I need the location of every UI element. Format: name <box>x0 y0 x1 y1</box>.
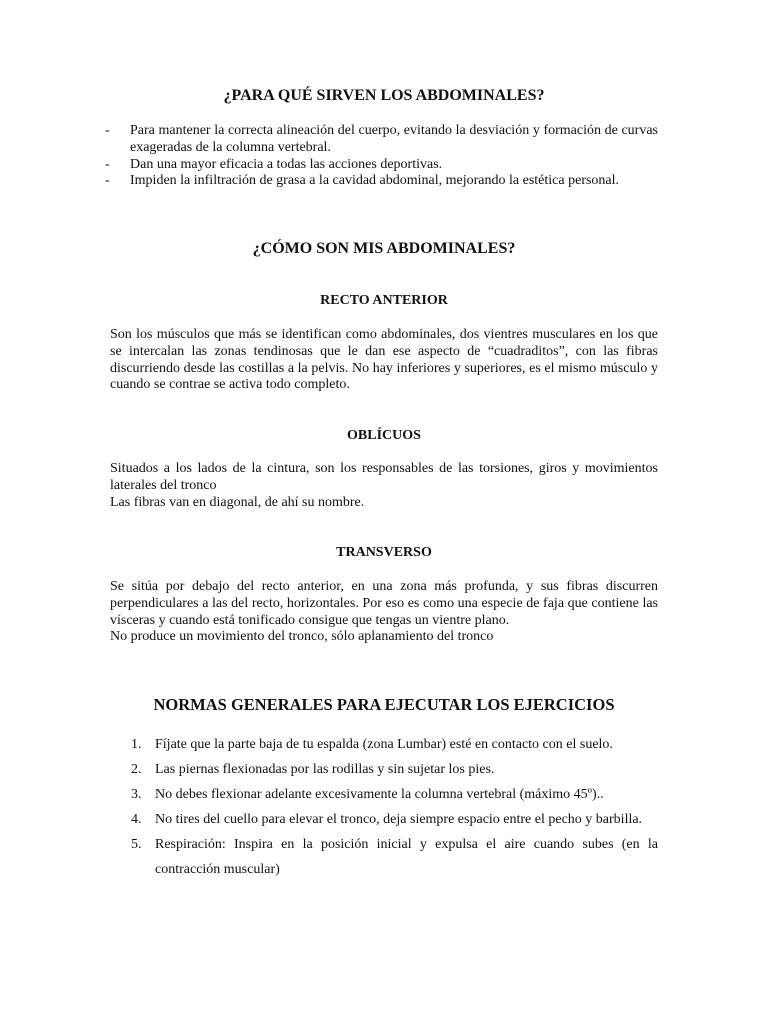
transverso-text <box>110 579 658 646</box>
list-item <box>105 123 658 157</box>
section2-title: ¿CÓMO SON MIS ABDOMINALES? <box>252 240 516 257</box>
list-item-text: Impiden la infiltración de grasa a la cavidad abdominal, mejorando la estética personal. <box>130 173 620 189</box>
list-item-text: Las piernas flexionadas por las rodillas y sin sujetar los pies. <box>155 762 495 777</box>
recto-paragraph: Son los músculos que más se identifican como abdominales, dos vientres musculares en los que se intercalan las zonas tendinosas que le dan ese aspecto de “cuadraditos”, con las fibras discurriendo desde las costillas a la pelvis. No hay inferiores y superiores, es el mismo músculo y cuando se contrae se activa todo completo. <box>110 327 658 393</box>
list-item-text: Respiración: Inspira en la posición inicial y expulsa el aire cuando subes (en la contracción muscular) <box>155 837 658 877</box>
list-item-text: Fíjate que la parte baja de tu espalda (zona Lumbar) esté en contacto con el suelo. <box>155 737 613 752</box>
recto-text <box>110 327 658 394</box>
list-item-text: Para mantener la correcta alineación del cuerpo, evitando la desviación y formación de curvas exageradas de la columna vertebral. <box>130 123 658 155</box>
dash-bullet: - <box>105 123 110 138</box>
list-item <box>131 757 658 782</box>
transverso-paragraph-1: Se sitúa por debajo del recto anterior, en una zona más profunda, y sus fibras discurren perpendiculares a las del recto, horizontales. Por eso es como una especie de faja que contiene las vísceras y cuando está tonificado consigue que tengas un vientre plano. <box>110 579 658 628</box>
oblicuos-paragraph-1: Situados a los lados de la cintura, son los responsables de las torsiones, giros y movimientos laterales del tronco <box>110 461 658 493</box>
oblicuos-text <box>110 461 658 511</box>
item-number: 4. <box>131 812 142 827</box>
list-item-text: Dan una mayor eficacia a todas las acciones deportivas. <box>130 156 443 172</box>
dash-bullet: - <box>105 173 110 189</box>
list-item-text: No tires del cuello para elevar el tronco, deja siempre espacio entre el pecho y barbilla. <box>155 812 643 827</box>
section1-list <box>105 123 658 190</box>
item-number: 5. <box>131 837 142 852</box>
item-number: 2. <box>131 762 142 777</box>
list-item <box>131 807 658 832</box>
item-number: 1. <box>131 737 142 752</box>
transverso-heading: TRANSVERSO <box>336 545 432 560</box>
transverso-paragraph-2: No produce un movimiento del tronco, sólo aplanamiento del tronco <box>110 629 494 645</box>
list-item <box>105 173 658 190</box>
item-number: 3. <box>131 787 142 802</box>
oblicuos-heading: OBLÍCUOS <box>347 428 421 443</box>
dash-bullet: - <box>105 156 110 172</box>
oblicuos-paragraph-2: Las fibras van en diagonal, de ahí su nombre. <box>110 494 365 510</box>
section1-title: ¿PARA QUÉ SIRVEN LOS ABDOMINALES? <box>223 87 545 104</box>
list-item-text: No debes flexionar adelante excesivamente la columna vertebral (máximo 45º).. <box>155 787 604 802</box>
list-item <box>131 832 658 882</box>
list-item <box>105 156 658 174</box>
section3-title: NORMAS GENERALES PARA EJECUTAR LOS EJERCICIOS <box>153 695 615 714</box>
list-item <box>131 782 658 807</box>
section3-list <box>131 732 658 882</box>
recto-heading: RECTO ANTERIOR <box>320 293 448 308</box>
list-item <box>131 732 658 757</box>
